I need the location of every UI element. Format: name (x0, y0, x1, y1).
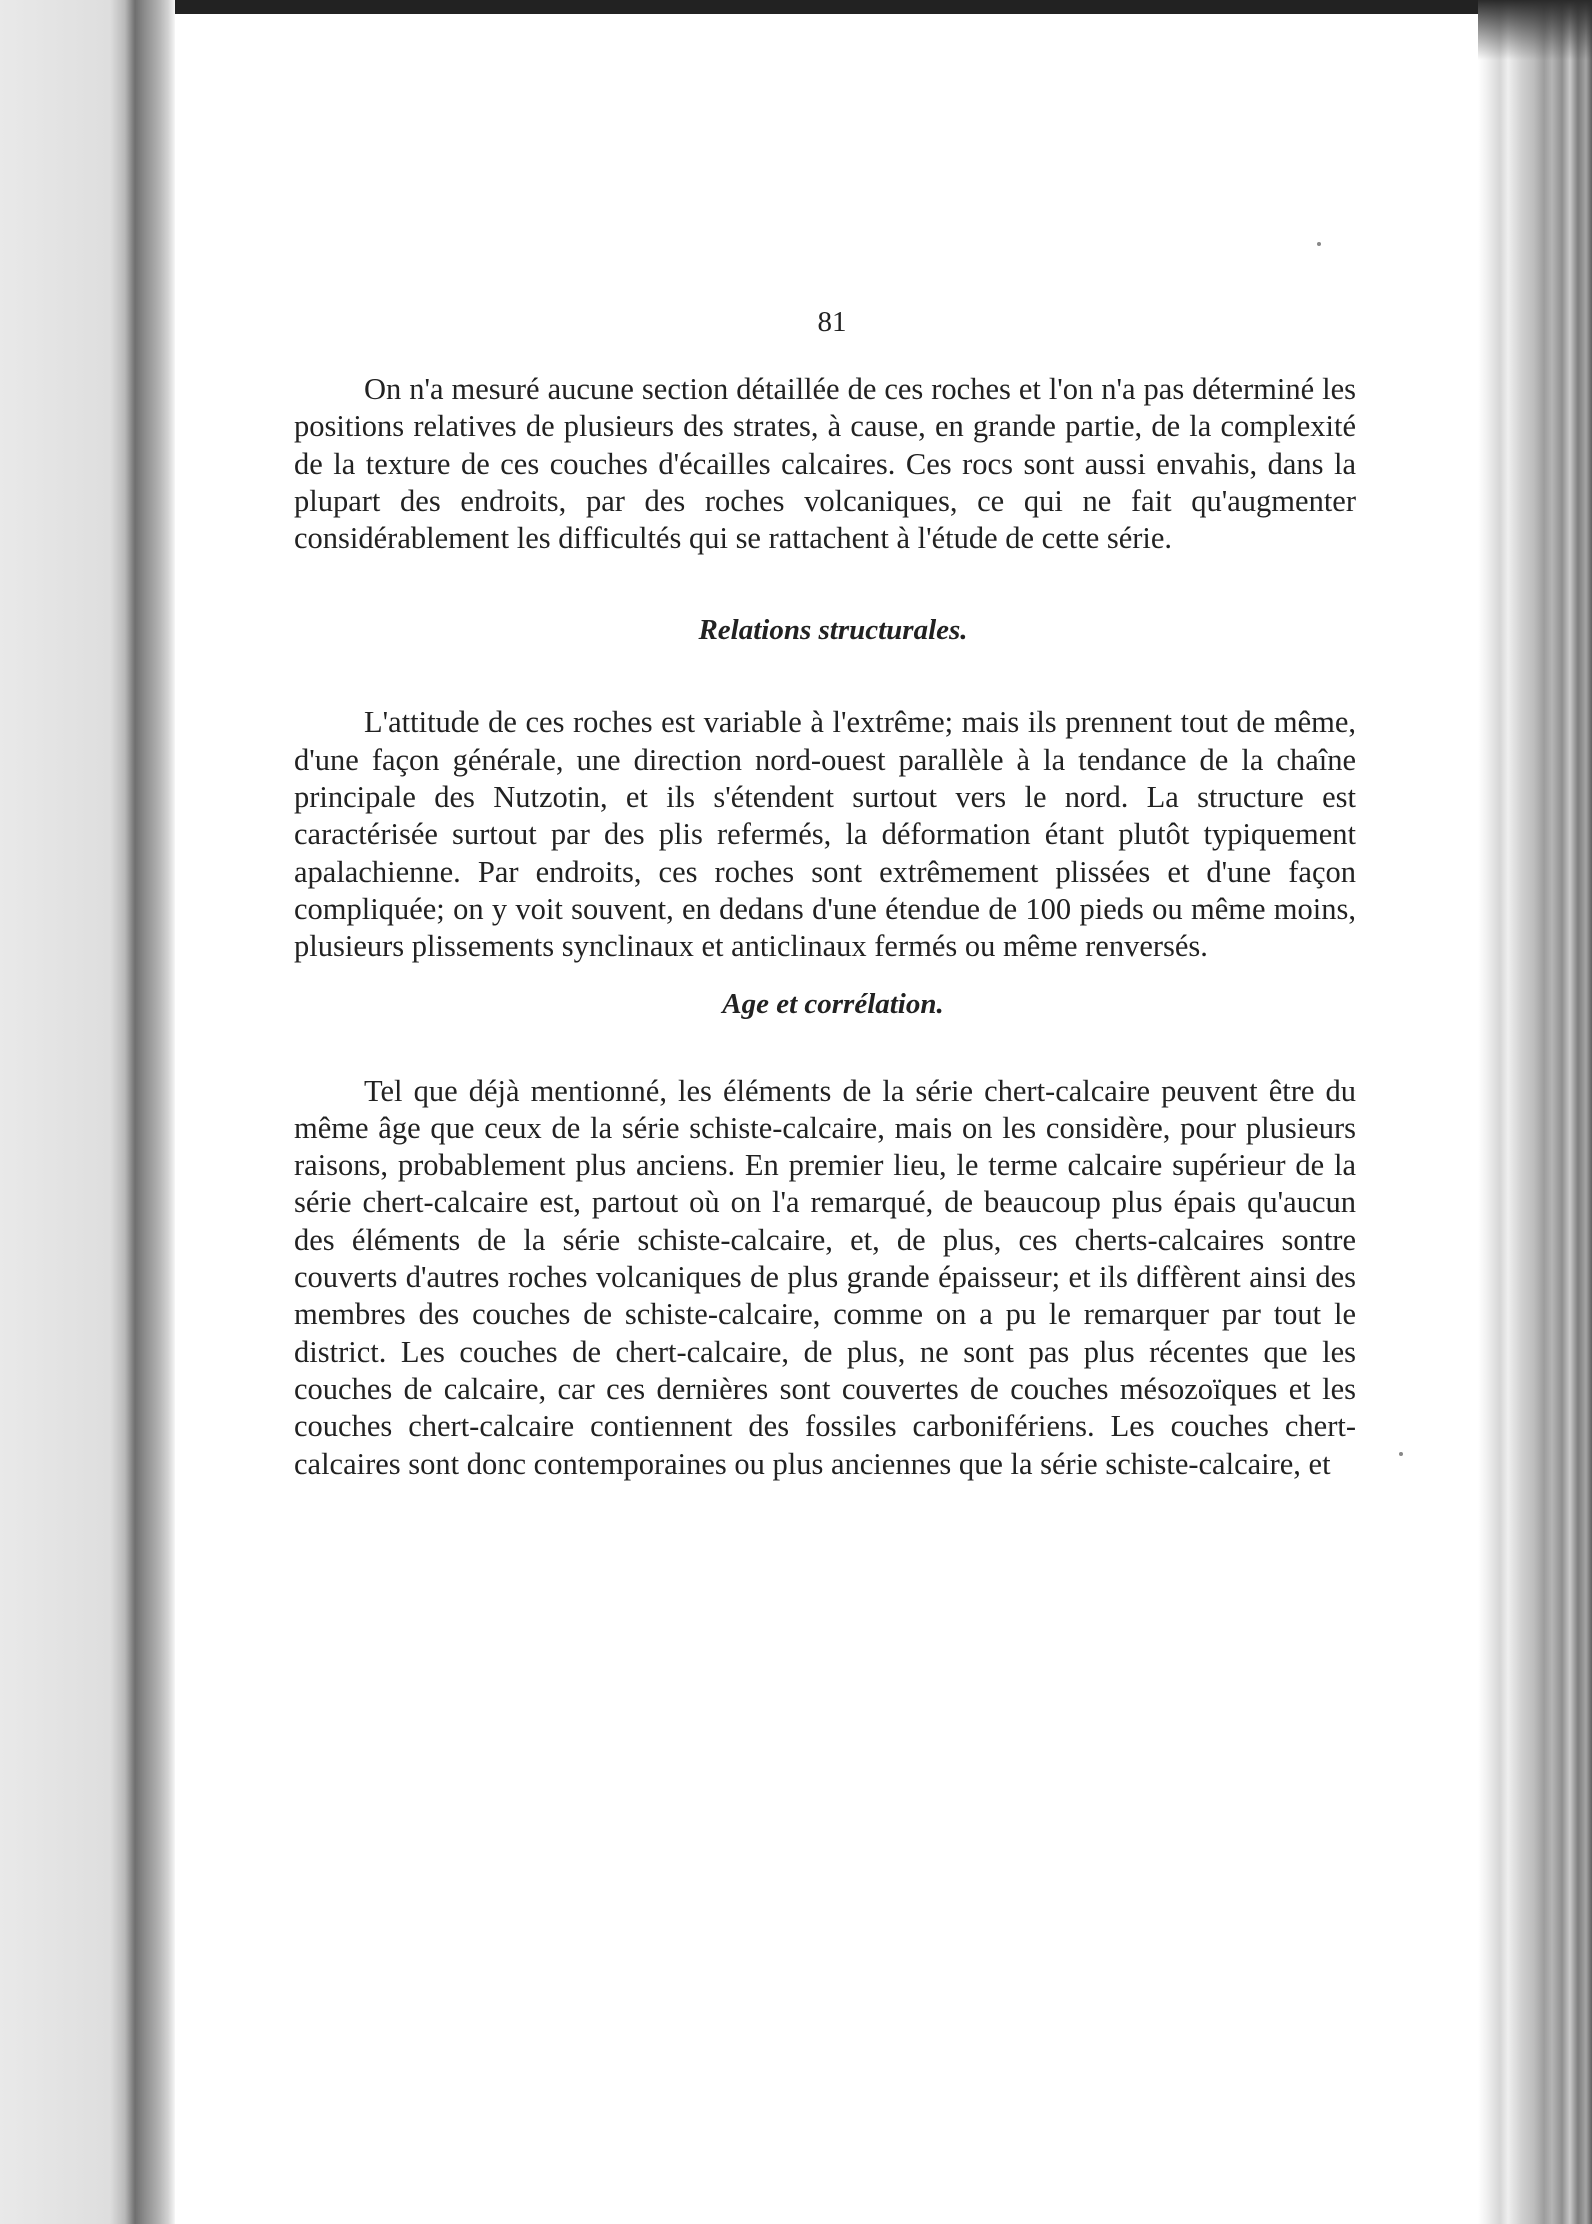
paragraph-sections: On n'a mesuré aucune section détaillée de ces roches et l'on n'a pas déterminé les positions relatives de plusieurs des strates, à cause, en grande partie, de la complexité de la texture de ces couches d'écailles calcaires. Ces rocs sont aussi envahis, dans la plupart des endroits, par des roches volcaniques, ce qui ne fait qu'augmenter considérablement les difficultés qui se rattachent à l'étude de cette série. (294, 372, 1356, 556)
book-binding-left (0, 0, 175, 2224)
book-page (175, 14, 1478, 2224)
page-number: 81 (817, 306, 847, 338)
paragraph-structure: L'attitude de ces roches est variable à l'extrême; mais ils prennent tout de même, d'une façon générale, une direction nord-ouest parallèle à la tendance de la chaîne principale des Nutzotin, et ils s'étendent surtout vers le nord. La structure est caractérisée surtout par des plis refermés, la déformation étant plutôt typiquement apalachienne. Par endroits, ces roches sont extrêmement plissées et d'une façon compliquée; on y voit souvent, en dedans d'une étendue de 100 pieds ou même moins, plusieurs plissements synclinaux et anticlinaux fermés ou même renversés. (294, 705, 1356, 964)
page-text (294, 304, 1356, 1483)
dust-speck (1317, 242, 1321, 246)
book-page-edges-right (1478, 0, 1592, 2224)
scan-top-border (0, 0, 1592, 14)
paragraph-age: Tel que déjà mentionné, les éléments de la série chert-calcaire peuvent être du même âge que ceux de la série schiste-calcaire, mais on les considère, pour plusieurs raisons, probablement plus anciens. En premier lieu, le terme calcaire supérieur de la série chert-calcaire est, partout où on l'a remarqué, de beaucoup plus épais qu'aucun des éléments de la série schiste-calcaire, et, de plus, ces cherts-calcaires sontre couverts d'autres roches volcaniques de plus grande épaisseur; et ils diffèrent ainsi des membres des couches de schiste-calcaire, comme on a pu le remarquer par tout le district. Les couches de chert-calcaire, de plus, ne sont pas plus récentes que les couches de calcaire, car ces dernières sont couvertes de couches mésozoïques et les couches chert-calcaire contiennent des fossiles carbonifériens. Les couches chert-calcaires sont donc contemporaines ou plus anciennes que la série schiste-calcaire, et (294, 1073, 1356, 1481)
dust-speck (1399, 1452, 1403, 1456)
heading-relations-structurales: Relations structurales. (698, 614, 968, 647)
heading-age-correlation: Age et corrélation. (722, 987, 944, 1020)
